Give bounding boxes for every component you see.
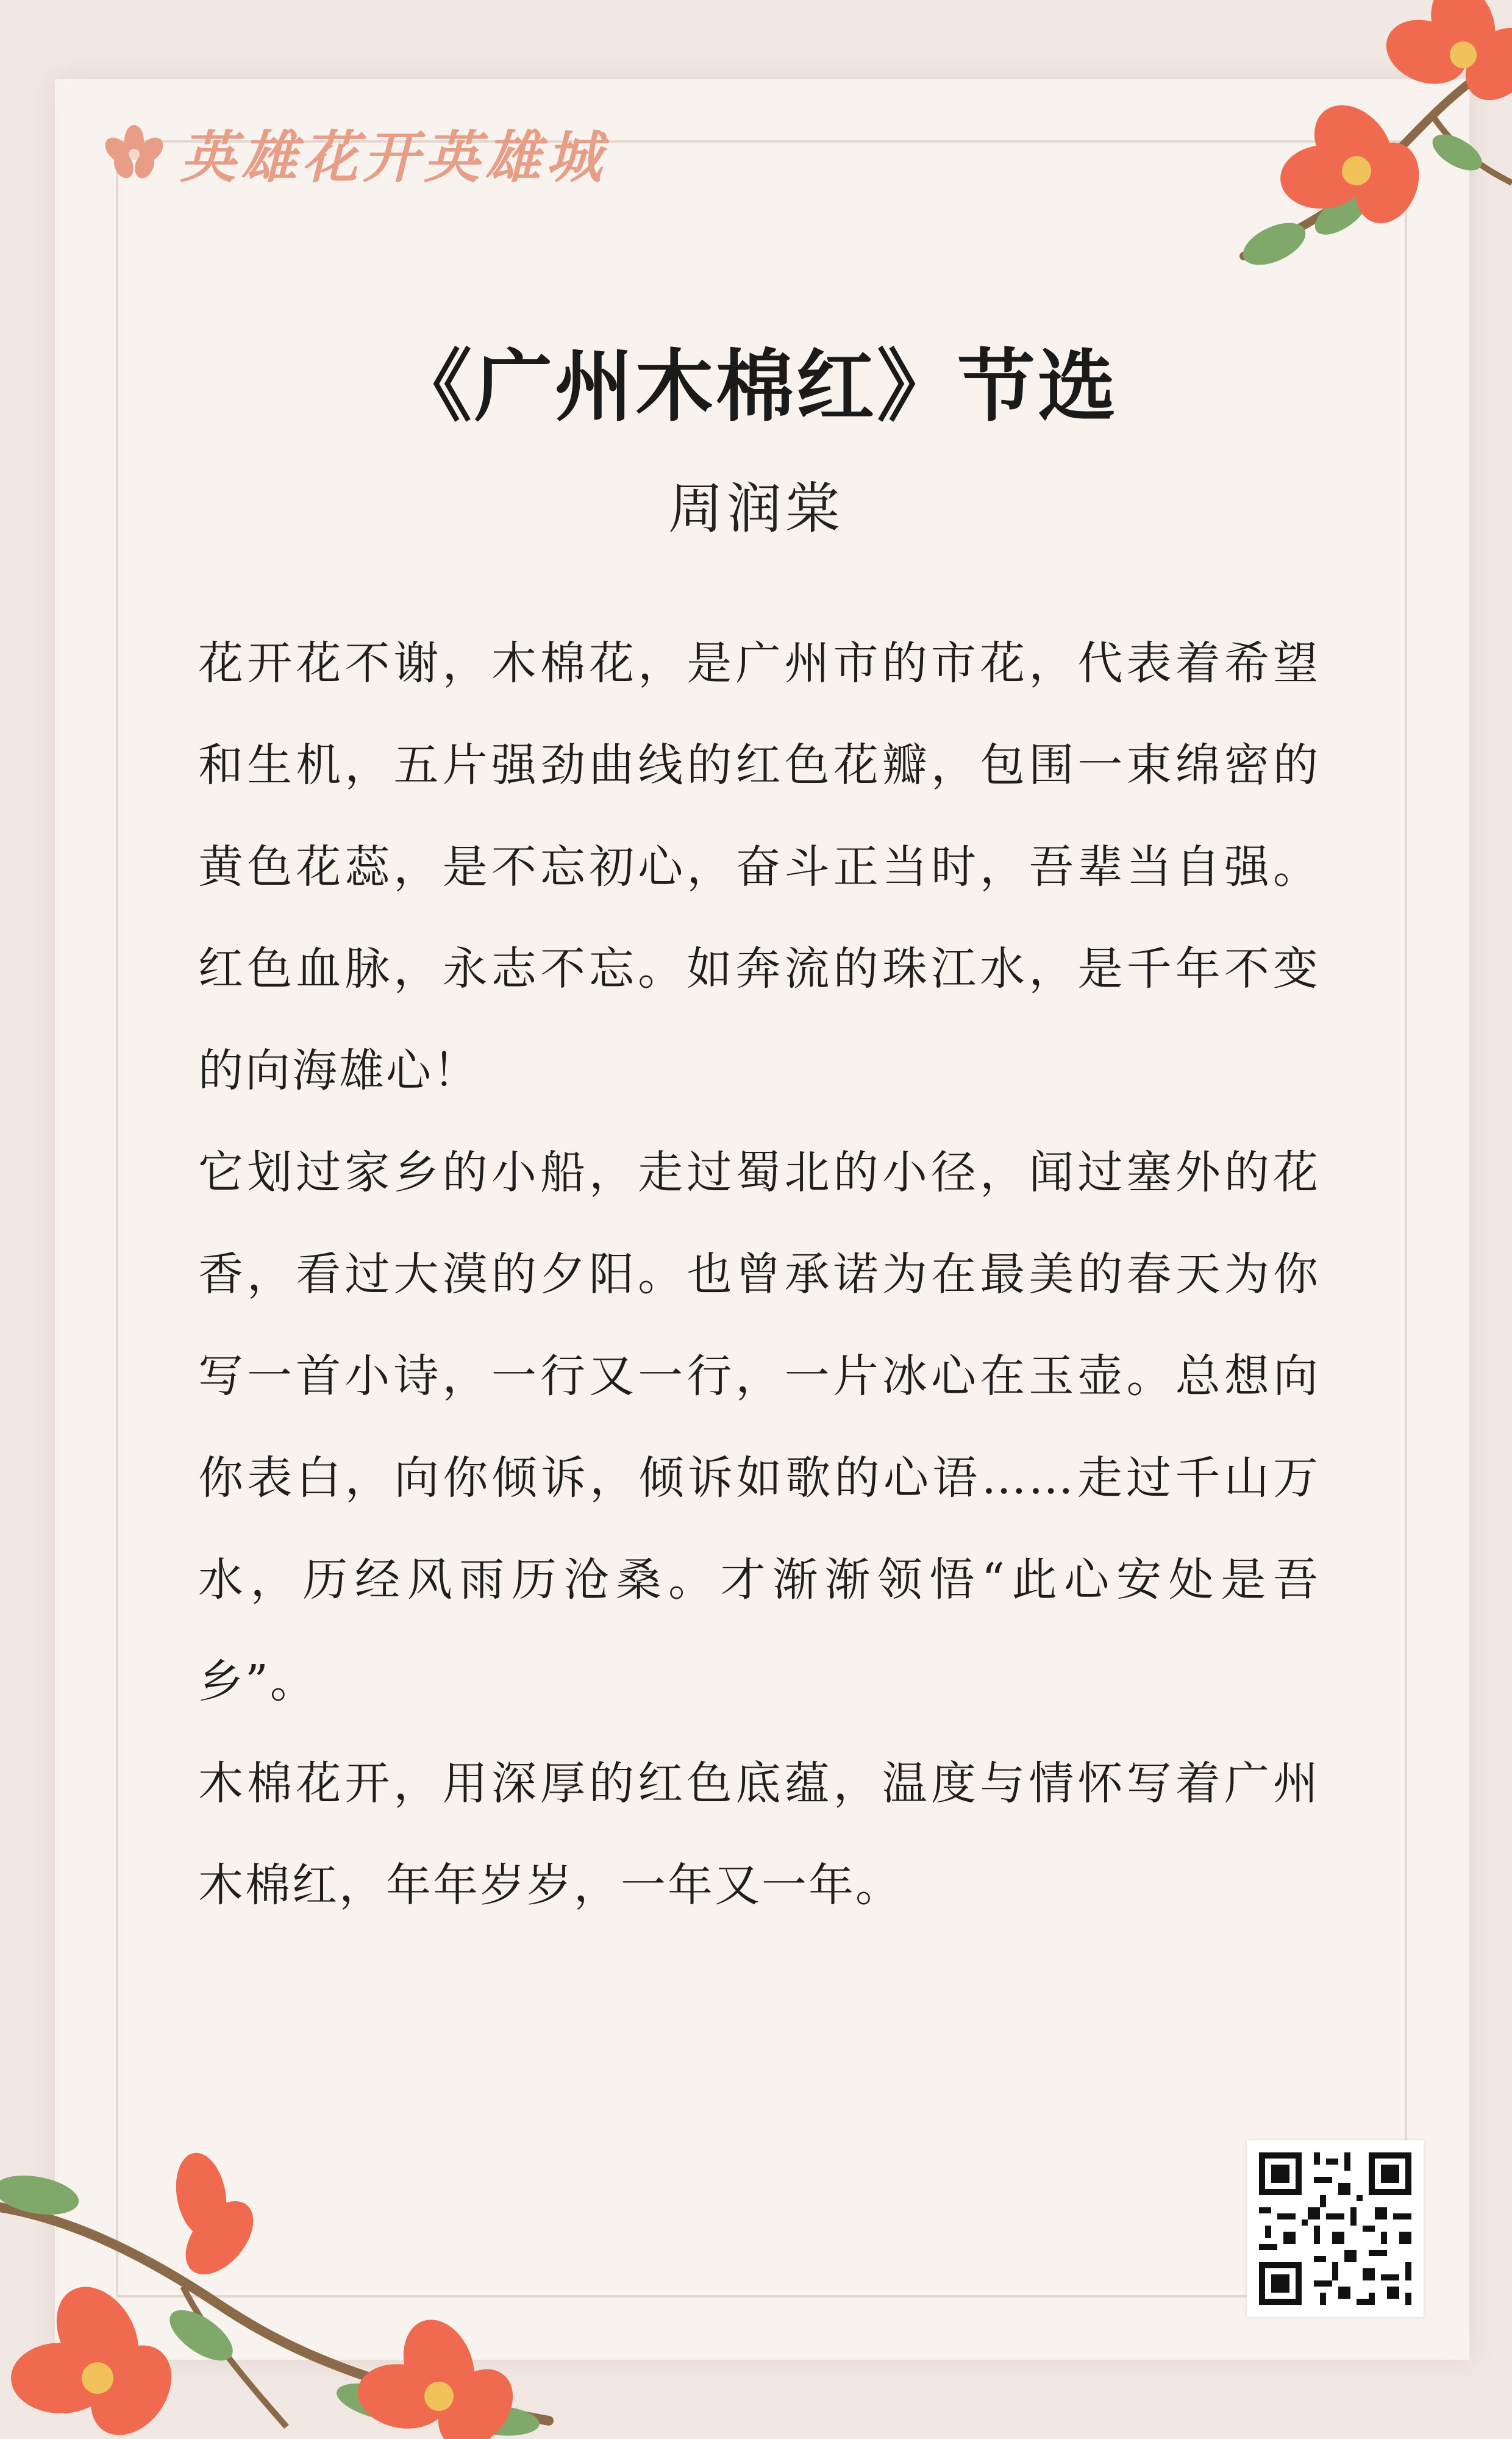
author-name: 周润棠 — [668, 477, 844, 541]
paragraph-2: 它划过家乡的小船，走过蜀北的小径，闻过塞外的花香，看过大漠的夕阳。也曾承诺为在最美的春天为你写一首小诗，一行又一行，一片冰心在玉壶。总想向你表白，向你倾诉，倾诉如歌的心语……走过千山万水，历经风雨历沧桑。才渐渐领悟“此心安处是吾乡”。 — [198, 1146, 1320, 1708]
brand-text: 英雄花开英雄城 — [180, 124, 607, 190]
article-body — [198, 613, 1320, 1937]
paragraph-3: 木棉花开，用深厚的红色底蕴，温度与情怀写着广州木棉红，年年岁岁，一年又一年。 — [198, 1757, 1320, 1912]
kapok-flowers-branch-icon — [0, 2134, 573, 2439]
kapok-flower-icon — [101, 123, 168, 184]
qr-code[interactable] — [1247, 2140, 1424, 2317]
kapok-flowers-branch-icon — [1171, 0, 1512, 287]
paragraph-1: 花开花不谢，木棉花，是广州市的市花，代表着希望和生机，五片强劲曲线的红色花瓣，包围一束绵密的黄色花蕊，是不忘初心，奋斗正当时，吾辈当自强。红色血脉，永志不忘。如奔流的珠江水，是千年不变的向海雄心！ — [198, 637, 1320, 1097]
page-title: 《广州木棉红》节选 — [393, 341, 1118, 432]
qr-code-icon — [1247, 2140, 1424, 2317]
brand-header — [101, 113, 607, 193]
